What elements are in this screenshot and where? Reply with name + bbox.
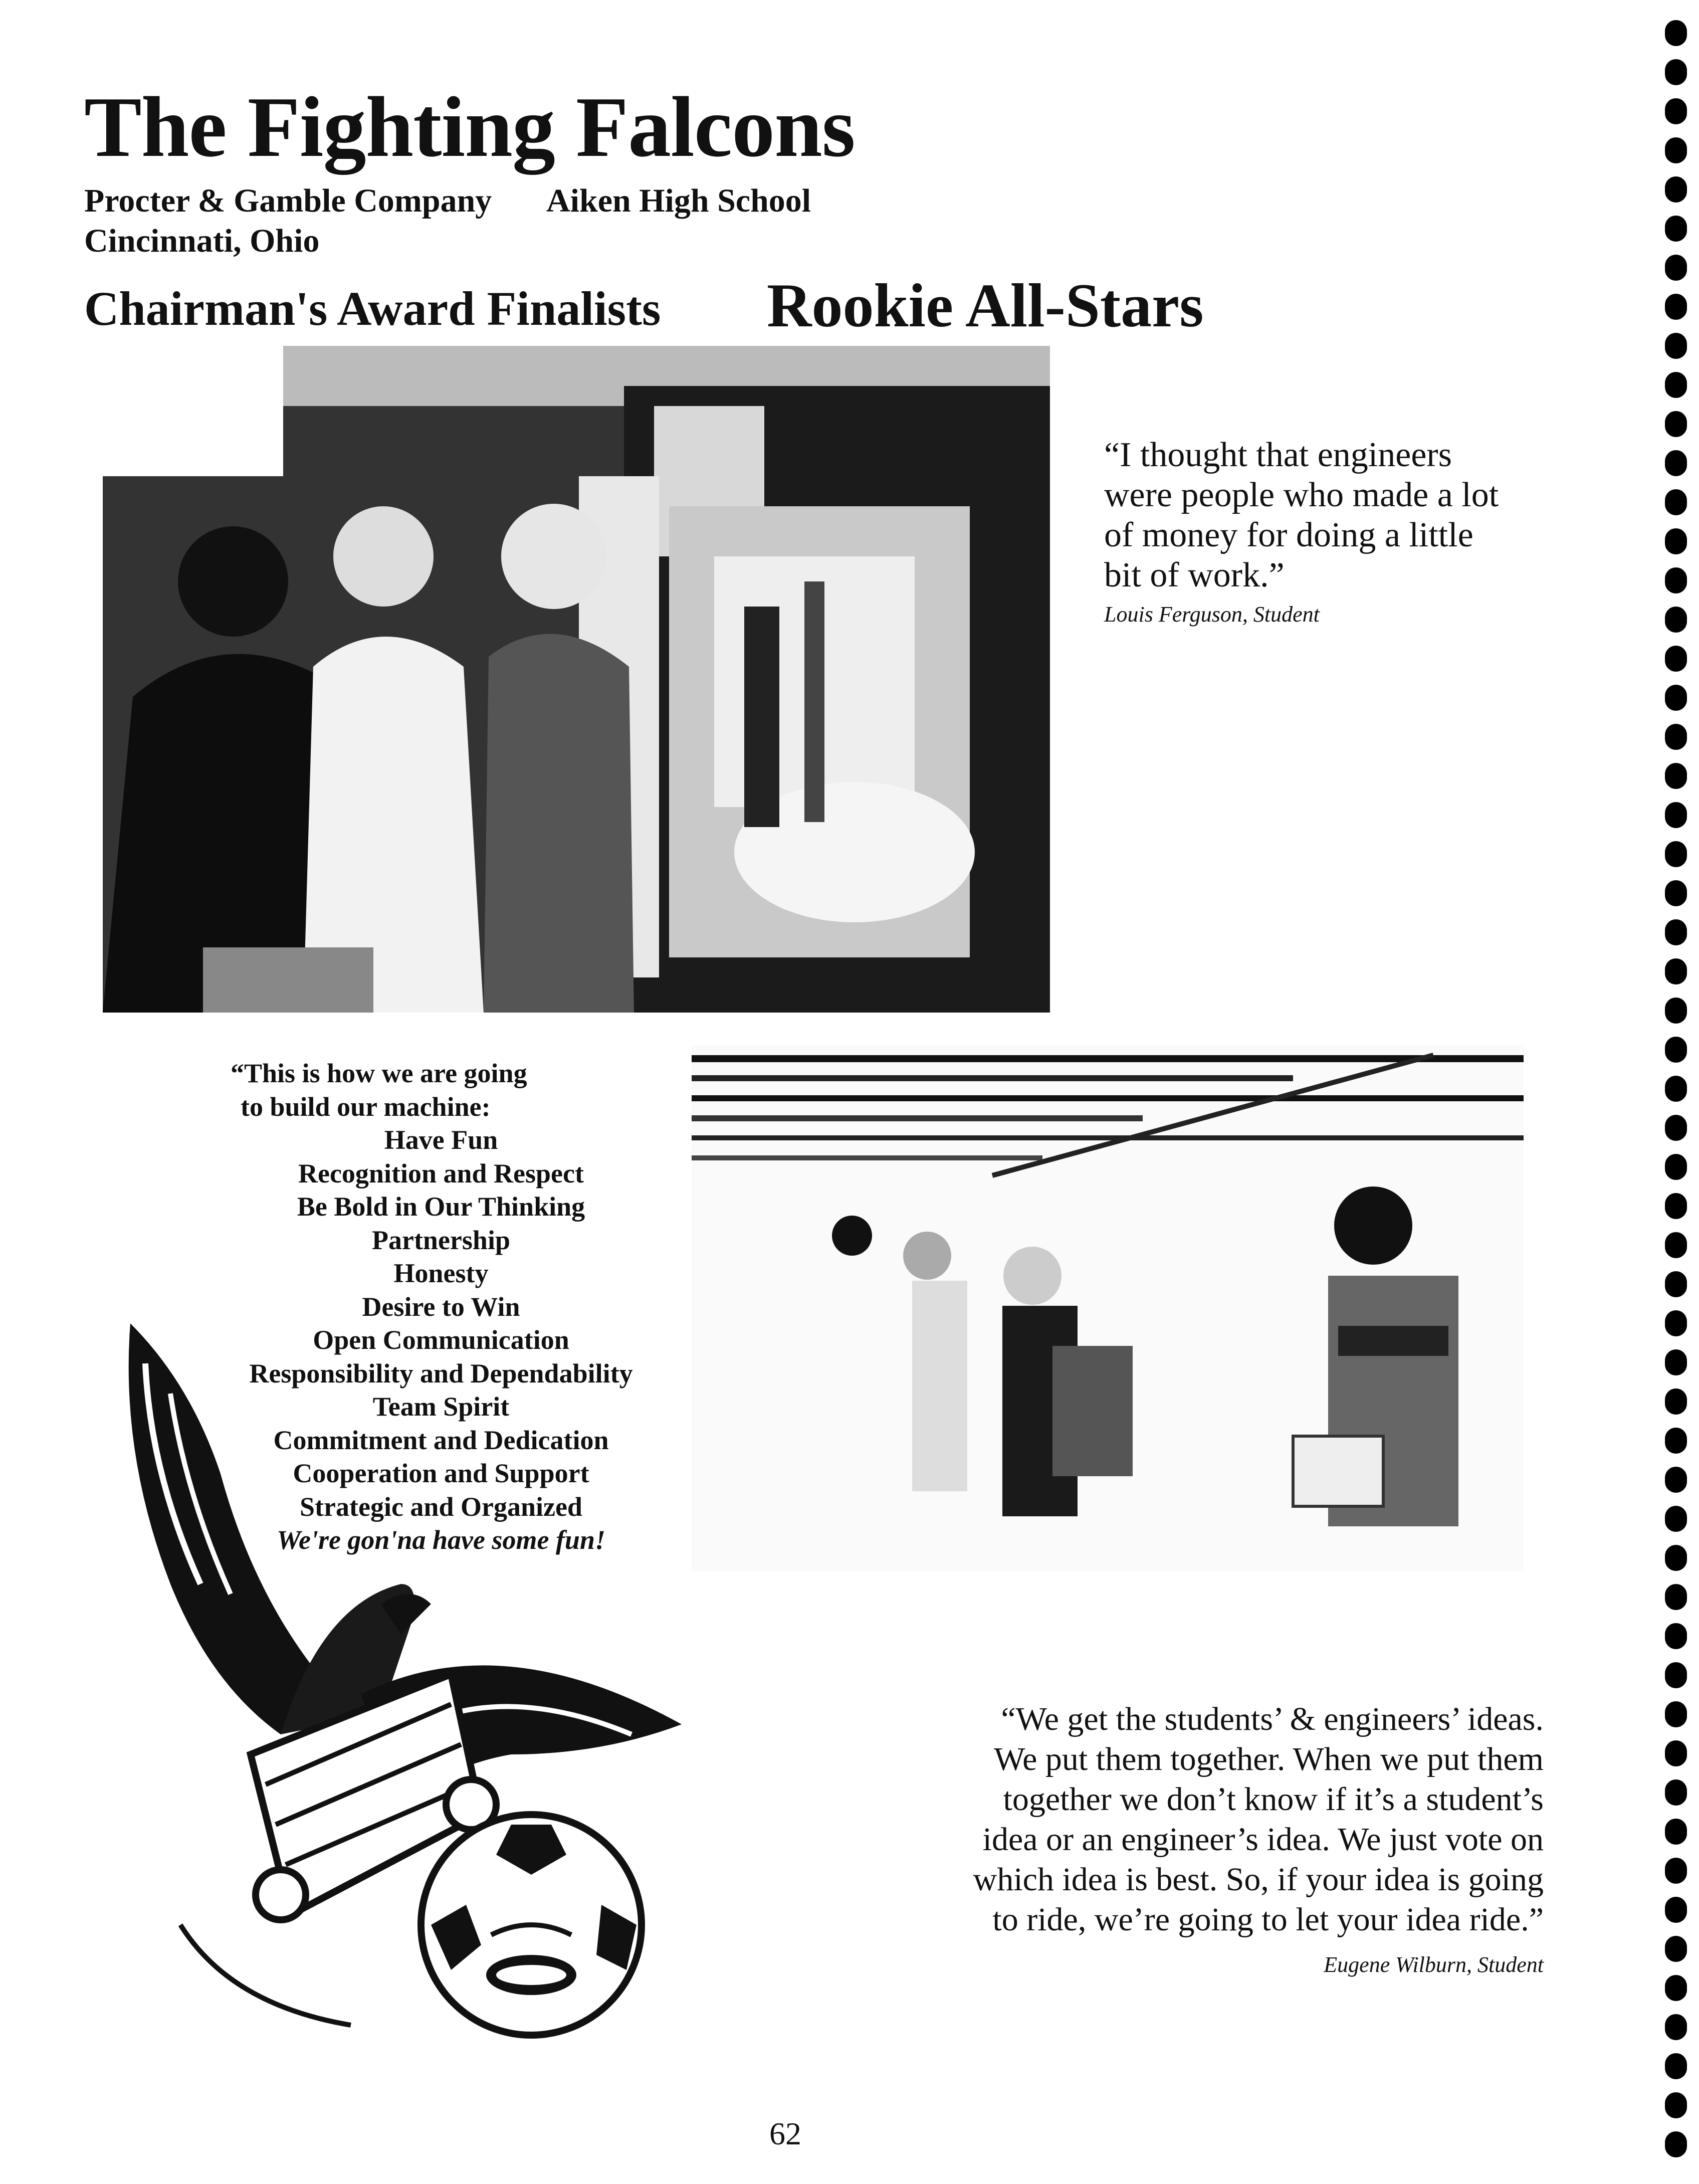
binding-hole	[1665, 1193, 1687, 1219]
binding-hole	[1665, 1936, 1687, 1962]
binding-hole	[1665, 255, 1687, 281]
binding-hole	[1665, 1545, 1687, 1571]
binding-hole	[1665, 607, 1687, 633]
page-number: 62	[769, 2116, 801, 2151]
value-item: Cooperation and Support	[293, 1458, 589, 1488]
binding-hole	[1665, 411, 1687, 437]
value-item: Have Fun	[384, 1125, 498, 1155]
quote-wilburn	[902, 1699, 1544, 1985]
binding-hole	[1665, 1076, 1687, 1102]
binding-hole	[1665, 98, 1687, 124]
quote-line: We put them together. When we put them	[994, 1741, 1544, 1777]
binding-hole	[1665, 1975, 1687, 2001]
binding-hole	[1665, 1584, 1687, 1610]
quote-line: idea or an engineer’s idea. We just vote on	[982, 1821, 1544, 1858]
binding-hole	[1665, 646, 1687, 672]
binding-hole	[1665, 1662, 1687, 1688]
binding-hole	[1665, 1858, 1687, 1884]
binding-hole	[1665, 841, 1687, 867]
binding-hole	[1665, 724, 1687, 750]
binding-hole	[1665, 372, 1687, 398]
binding-hole	[1665, 1623, 1687, 1649]
binding-hole	[1665, 1819, 1687, 1845]
binding-hole	[1665, 1349, 1687, 1375]
page-title: The Fighting Falcons	[84, 80, 855, 175]
binding-hole	[1665, 489, 1687, 515]
value-item: Strategic and Organized	[300, 1491, 582, 1522]
quote-ferguson	[1104, 435, 1555, 595]
binding-hole	[1665, 802, 1687, 828]
value-item: Honesty	[393, 1258, 489, 1288]
value-item: Commitment and Dedication	[273, 1425, 609, 1455]
binding-hole	[1665, 294, 1687, 320]
binding-hole	[1665, 763, 1687, 789]
binding-holes	[1654, 20, 1699, 2184]
quote-line: together we don’t know if it’s a student’s	[1003, 1781, 1544, 1818]
value-item: Team Spirit	[372, 1392, 510, 1422]
binding-hole	[1665, 176, 1687, 203]
binding-hole	[1665, 137, 1687, 163]
team-hallway-photo-graphic	[692, 1045, 1524, 1571]
binding-hole	[1665, 958, 1687, 984]
quote-line: to ride, we’re going to let your idea ride.”	[992, 1901, 1544, 1938]
binding-hole	[1665, 20, 1687, 46]
binding-hole	[1665, 2053, 1687, 2079]
binding-hole	[1665, 998, 1687, 1024]
binding-hole	[1665, 528, 1687, 554]
binding-hole	[1665, 2131, 1687, 2157]
quote-line: “We get the students’ & engineers’ ideas.	[1001, 1701, 1544, 1737]
value-item: Open Communication	[313, 1325, 569, 1355]
binding-hole	[1665, 1779, 1687, 1806]
values-intro: “This is how we are going	[231, 1058, 527, 1088]
team-robot-photo-graphic	[103, 346, 1050, 1013]
team-hallway-photo	[692, 1045, 1524, 1571]
values-closing: We're gon'na have some fun!	[276, 1525, 606, 1555]
value-item: Be Bold in Our Thinking	[297, 1192, 585, 1222]
binding-hole	[1665, 1897, 1687, 1923]
value-item: Desire to Win	[362, 1291, 520, 1322]
binding-hole	[1665, 1428, 1687, 1454]
values-intro: to build our machine:	[241, 1091, 491, 1122]
falcon-mascot-graphic	[100, 1323, 702, 2045]
value-item: Responsibility and Dependability	[249, 1358, 633, 1388]
rookie-award-heading: Rookie All-Stars	[767, 271, 1204, 340]
binding-hole	[1665, 567, 1687, 593]
quote-line: of money for doing a little	[1104, 516, 1473, 554]
school-name: Aiken High School	[546, 182, 811, 219]
falcon-mascot-icon	[100, 1323, 702, 2045]
value-item: Partnership	[372, 1225, 510, 1255]
binding-hole	[1665, 450, 1687, 476]
value-item: Recognition and Respect	[298, 1158, 584, 1188]
binding-hole	[1665, 333, 1687, 359]
chairman-award-heading: Chairman's Award Finalists	[84, 282, 661, 335]
quote-line: which idea is best. So, if your idea is going	[973, 1861, 1544, 1898]
binding-hole	[1665, 2014, 1687, 2040]
binding-hole	[1665, 1467, 1687, 1493]
binding-hole	[1665, 1388, 1687, 1415]
binding-hole	[1665, 1232, 1687, 1258]
quote-attribution: Eugene Wilburn, Student	[1324, 1952, 1544, 1977]
team-robot-photo	[103, 346, 1050, 1013]
quote-attribution: Louis Ferguson, Student	[1104, 602, 1320, 627]
binding-hole	[1665, 2092, 1687, 2118]
quote-line: “I thought that engineers	[1104, 436, 1452, 474]
quote-line: bit of work.”	[1104, 556, 1285, 594]
binding-hole	[1665, 1310, 1687, 1336]
binding-hole	[1665, 216, 1687, 242]
sponsor-name: Procter & Gamble Company	[84, 182, 492, 219]
binding-hole	[1665, 1115, 1687, 1141]
binding-hole	[1665, 59, 1687, 85]
binding-hole	[1665, 1506, 1687, 1532]
binding-hole	[1665, 1037, 1687, 1063]
binding-hole	[1665, 1271, 1687, 1297]
location: Cincinnati, Ohio	[84, 223, 320, 259]
binding-hole	[1665, 1701, 1687, 1727]
binding-hole	[1665, 880, 1687, 906]
quote-line: were people who made a lot	[1104, 476, 1499, 514]
binding-hole	[1665, 1154, 1687, 1180]
binding-hole	[1665, 685, 1687, 711]
binding-hole	[1665, 919, 1687, 945]
binding-hole	[1665, 1740, 1687, 1766]
